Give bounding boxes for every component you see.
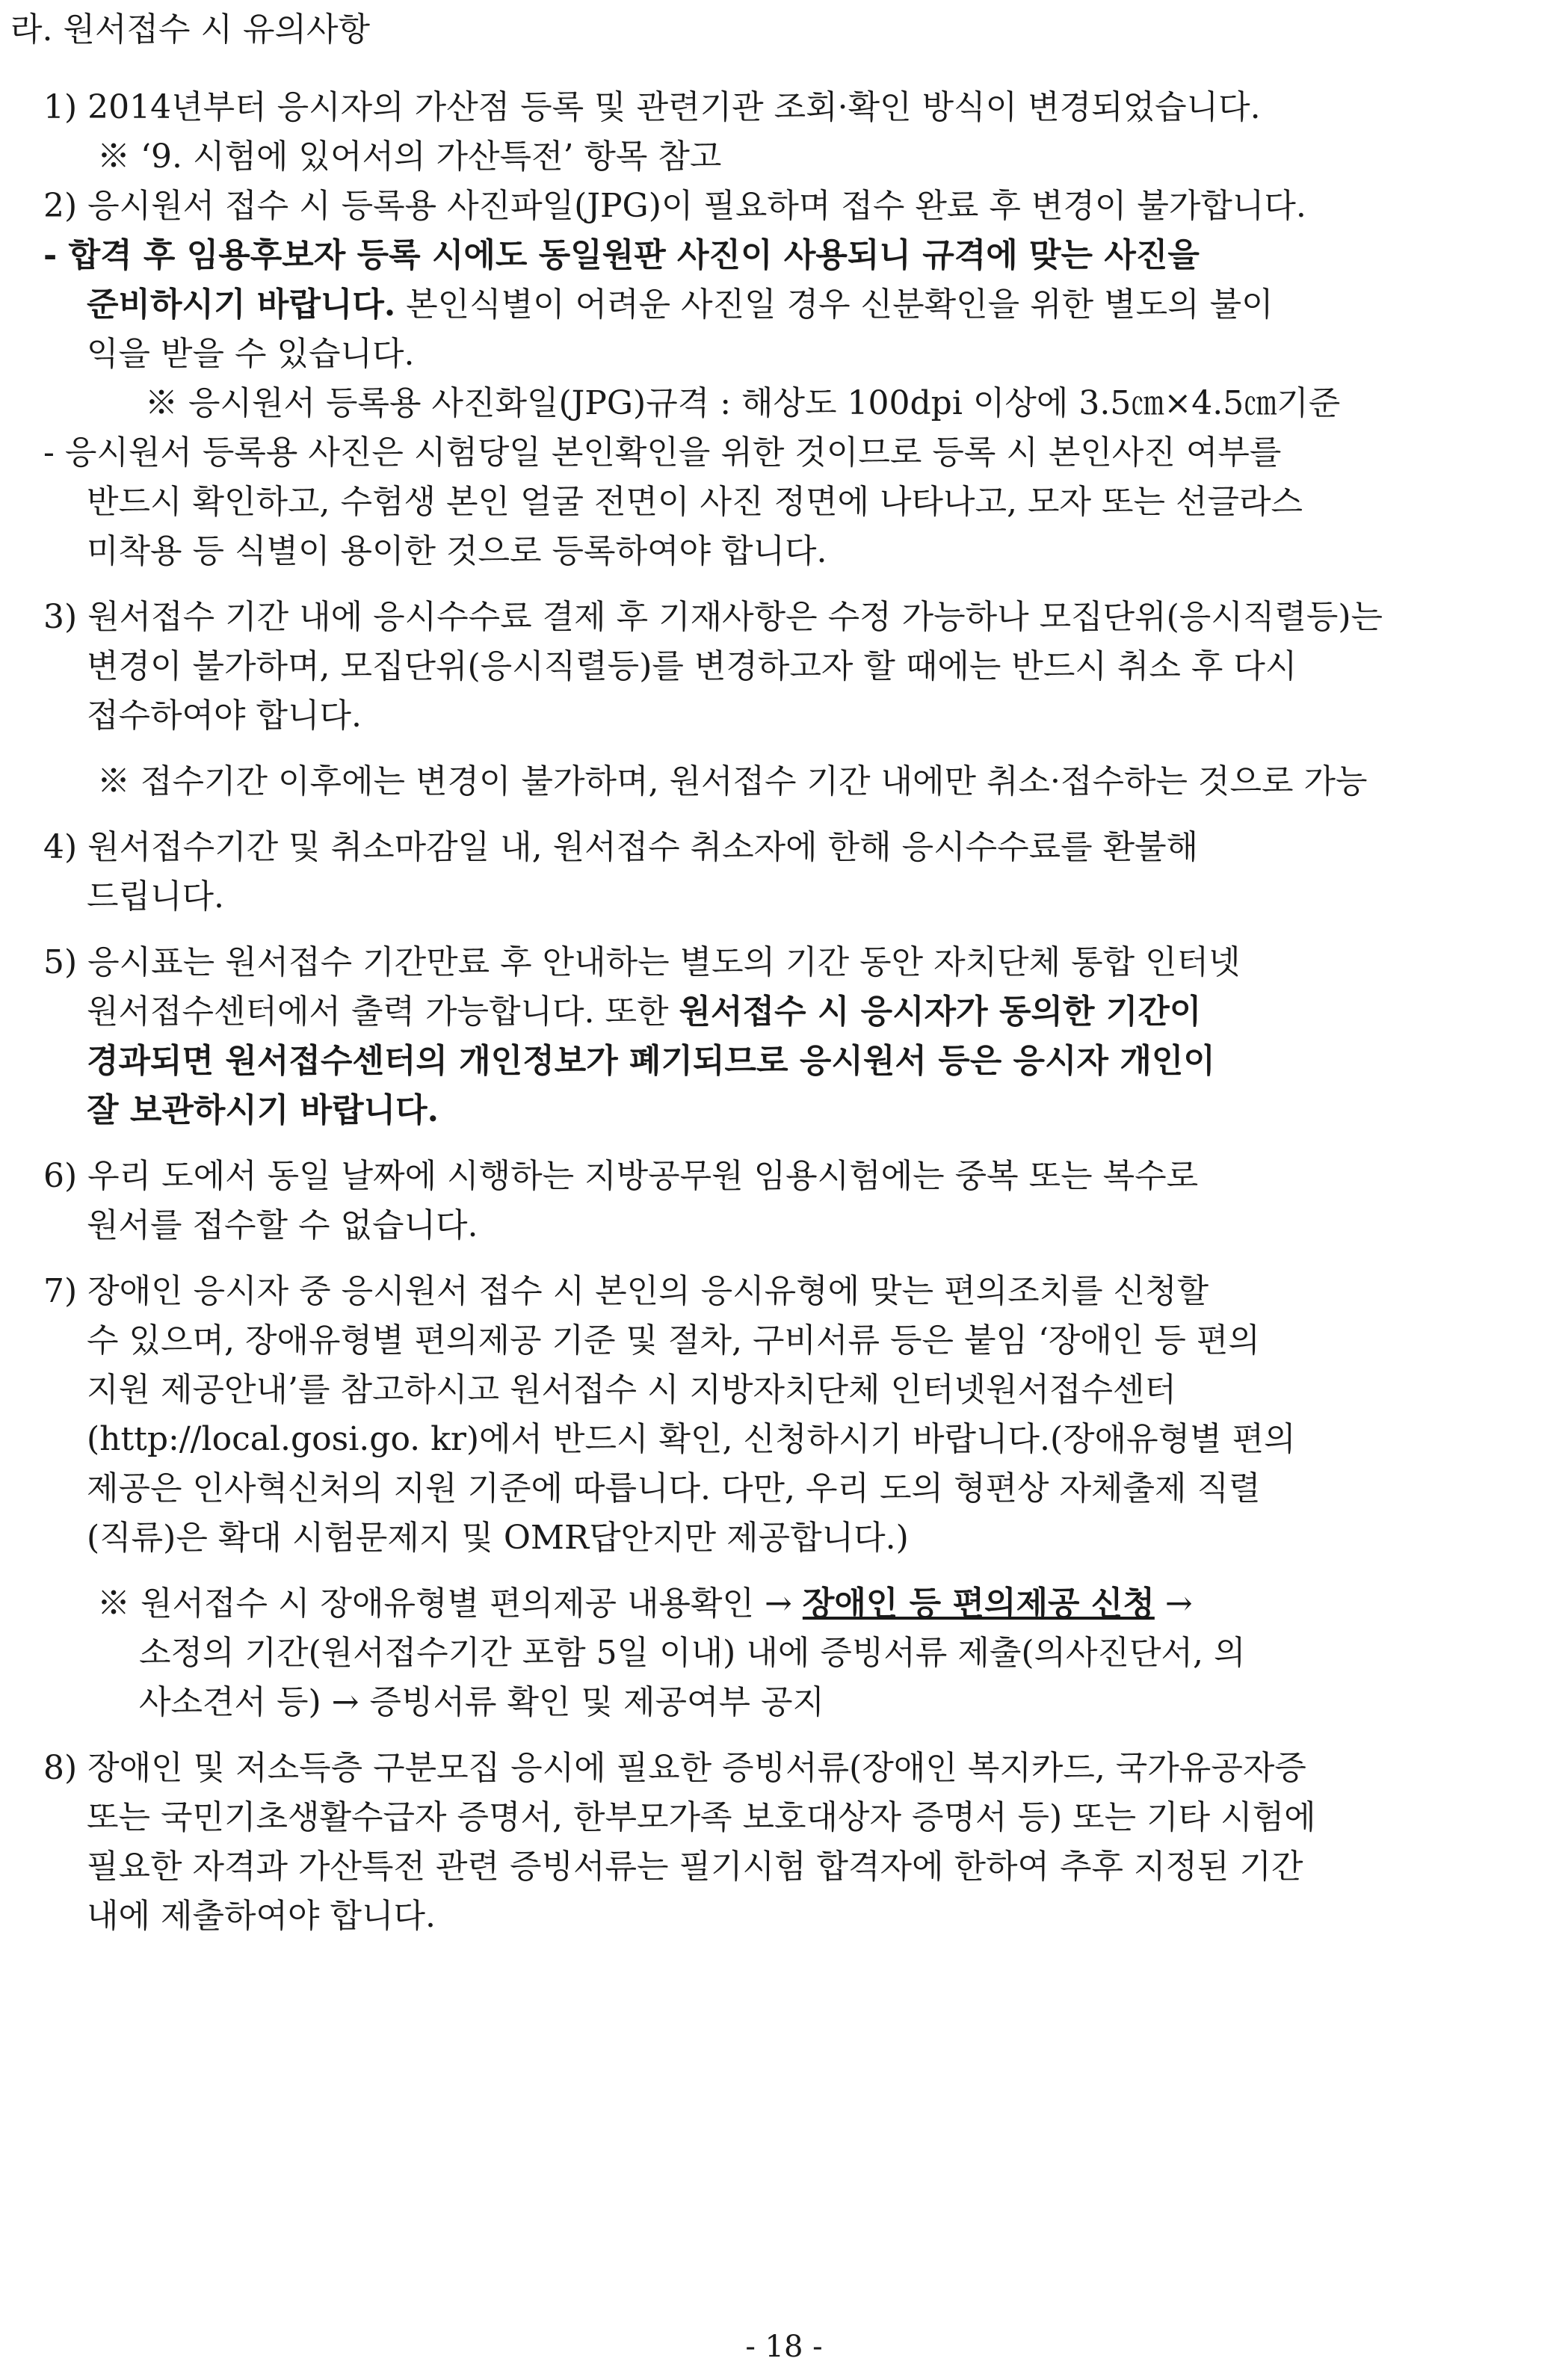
item-4: 4) 원서접수기간 및 취소마감일 내, 원서접수 취소자에 한해 응시수수료를 환불해 [43, 828, 1199, 866]
item-8-cont-2: 필요한 자격과 가산특전 관련 증빙서류는 필기시험 합격자에 한하여 추후 지정된 기간 [87, 1848, 1303, 1886]
item-8-cont-3: 내에 제출하여야 합니다. [87, 1897, 436, 1935]
item-7-cont: 수 있으며, 장애유형별 편의제공 기준 및 절차, 구비서류 등은 붙임 ‘장애인 등 편의 [87, 1321, 1260, 1360]
item-1: 1) 2014년부터 응시자의 가산점 등록 및 관련기관 조회·확인 방식이 변경되었습니다. [43, 88, 1261, 126]
item-7-cont-2: 지원 제공안내’를 참고하시고 원서접수 시 지방자치단체 인터넷원서접수센터 [87, 1371, 1177, 1409]
item-2-sub-1-cont-2: 익을 받을 수 있습니다. [87, 335, 415, 373]
item-2-sub-2-cont-2: 미착용 등 식별이 용이한 것으로 등록하여야 합니다. [87, 532, 827, 570]
item-8-cont: 또는 국민기초생활수급자 증명서, 한부모가족 보호대상자 증명서 등) 또는 기타 시험에 [87, 1798, 1316, 1836]
page-number: - 18 - [745, 2330, 823, 2364]
item-3: 3) 원서접수 기간 내에 응시수수료 결제 후 기재사항은 수정 가능하나 모집단위(응시직렬등)는 [43, 598, 1383, 636]
item-2-sub-1-cont: 준비하시기 바랍니다. 본인식별이 어려운 사진일 경우 신분확인을 위한 별도의 불이 [87, 286, 1274, 324]
item-7-cont-3: (http://local.gosi.go. kr)에서 반드시 확인, 신청하시기 바랍니다.(장애유형별 편의 [87, 1420, 1296, 1458]
notice-list [43, 84, 1519, 1942]
item-3-cont-2: 접수하여야 합니다. [87, 697, 362, 735]
item-7-note-cont-2: 사소견서 등) → 증빙서류 확인 및 제공여부 공지 [139, 1683, 825, 1721]
item-4-cont: 드립니다. [87, 877, 225, 916]
item-5-cont: 원서접수센터에서 출력 가능합니다. 또한 원서접수 시 응시자가 동의한 기간이 [87, 993, 1202, 1031]
item-5-cont-2: 경과되면 원서접수센터의 개인정보가 폐기되므로 응시원서 등은 응시자 개인이 [87, 1042, 1215, 1080]
item-5-cont-3: 잘 보관하시기 바랍니다. [87, 1091, 439, 1129]
item-6-cont: 원서를 접수할 수 없습니다. [87, 1206, 478, 1244]
item-7: 7) 장애인 응시자 중 응시원서 접수 시 본인의 응시유형에 맞는 편의조치를 신청할 [43, 1272, 1209, 1310]
item-3-note: ※ 접수기간 이후에는 변경이 불가하며, 원서접수 기간 내에만 취소·접수하는 것으로 가능 [97, 762, 1368, 800]
item-2: 2) 응시원서 접수 시 등록용 사진파일(JPG)이 필요하며 접수 완료 후 변경이 불가합니다. [43, 187, 1306, 225]
item-7-cont-5: (직류)은 확대 시험문제지 및 OMR답안지만 제공합니다.) [87, 1519, 909, 1557]
item-2-sub-2-cont: 반드시 확인하고, 수험생 본인 얼굴 전면이 사진 정면에 나타나고, 모자 또는 선글라스 [87, 483, 1303, 521]
item-3-cont: 변경이 불가하며, 모집단위(응시직렬등)를 변경하고자 할 때에는 반드시 취소 후 다시 [87, 647, 1297, 685]
item-8: 8) 장애인 및 저소득층 구분모집 응시에 필요한 증빙서류(장애인 복지카드, 국가유공자증 [43, 1749, 1306, 1787]
item-2-note: ※ 응시원서 등록용 사진화일(JPG)규격 : 해상도 100dpi 이상에 3.5㎝×4.5㎝기준 [145, 384, 1341, 422]
item-2-sub-2: - 응시원서 등록용 사진은 시험당일 본인확인을 위한 것이므로 등록 시 본인사진 여부를 [43, 433, 1282, 472]
item-2-sub-1: - 합격 후 임용후보자 등록 시에도 동일원판 사진이 사용되니 규격에 맞는 사진을 [43, 236, 1200, 274]
section-heading: 라. 원서접수 시 유의사항 [10, 10, 370, 49]
accommodation-request-link: 장애인 등 편의제공 신청 [802, 1584, 1155, 1623]
item-7-note-cont: 소정의 기간(원서접수기간 포함 5일 이내) 내에 증빙서류 제출(의사진단서, 의 [139, 1634, 1246, 1672]
item-6: 6) 우리 도에서 동일 날짜에 시행하는 지방공무원 임용시험에는 중복 또는 복수로 [43, 1157, 1199, 1195]
item-5: 5) 응시표는 원서접수 기간만료 후 안내하는 별도의 기간 동안 자치단체 통합 인터넷 [43, 943, 1241, 981]
item-7-note: ※ 원서접수 시 장애유형별 편의제공 내용확인 → 장애인 등 편의제공 신청 → [97, 1584, 1193, 1623]
item-1-note: ※ ‘9. 시험에 있어서의 가산특전’ 항목 참고 [97, 138, 722, 176]
item-7-cont-4: 제공은 인사혁신처의 지원 기준에 따릅니다. 다만, 우리 도의 형편상 자체출제 직렬 [87, 1469, 1261, 1508]
